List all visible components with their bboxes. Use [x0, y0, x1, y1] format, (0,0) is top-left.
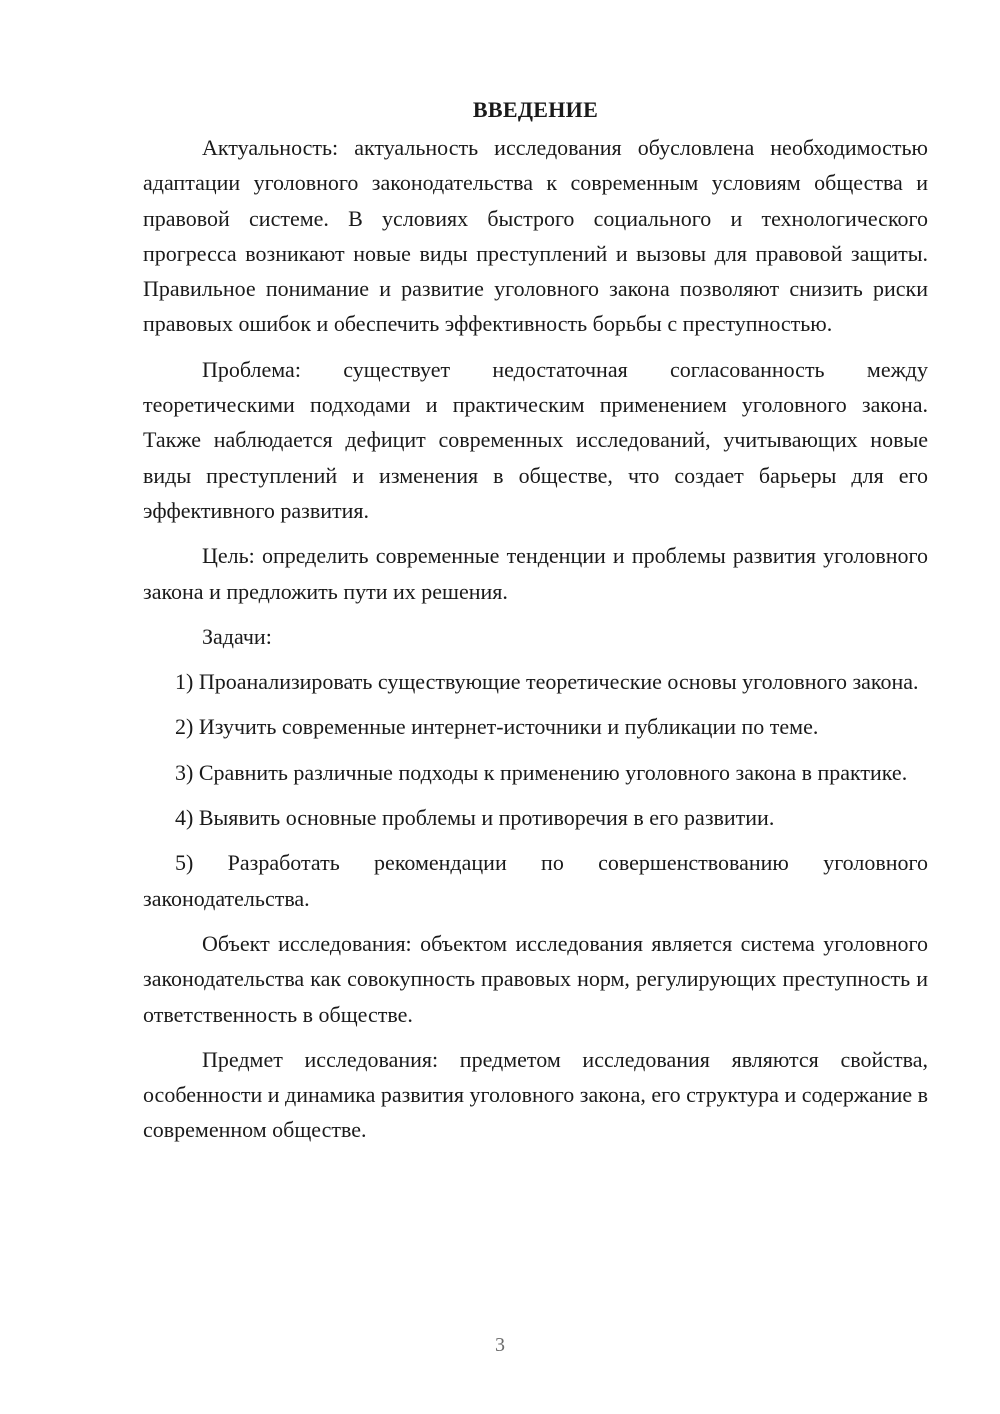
paragraph-goal: Цель: определить современные тенденции и проблемы развития уголовного закона и предложить пути их решения.: [143, 543, 928, 604]
task-item-1: 1) Проанализировать существующие теоретические основы уголовного закона.: [175, 669, 919, 695]
task-item-3: 3) Сравнить различные подходы к применению уголовного закона в практике.: [175, 759, 908, 785]
document-page: [143, 92, 928, 1148]
section-heading: ВВЕДЕНИЕ: [472, 97, 599, 122]
task-item-4: 4) Выявить основные проблемы и противоречия в его развитии.: [175, 805, 775, 831]
paragraph-subject: Предмет исследования: предметом исследования являются свойства, особенности и динамика развития уголовного закона, его структура и содержание в современном обществе.: [143, 1046, 928, 1143]
paragraph-problem: Проблема: существует недостаточная согласованность между теоретическими подходами и практическим применением уголовного закона. Также наблюдается дефицит современных исследований, учитывающих новые виды преступлений и изменения в обществе, что создает барьеры для его эффективного развития.: [143, 356, 928, 523]
page-number: 3: [495, 1334, 505, 1356]
tasks-label: Задачи:: [202, 623, 272, 649]
paragraph-relevance: Актуальность: актуальность исследования обусловлена необходимостью адаптации уголовного законодательства к современным условиям общества и правовой системе. В условиях быстрого социального и технологического прогресса возникают новые виды преступлений и вызовы для правовой защиты. Правильное понимание и развитие уголовного закона позволяют снизить риски правовых ошибок и обеспечить эффективность борьбы с преступностью.: [143, 135, 928, 337]
task-item-5: 5) Разработать рекомендации по совершенствованию уголовного законодательства.: [143, 850, 928, 911]
paragraph-object: Объект исследования: объектом исследования является система уголовного законодательства как совокупность правовых норм, регулирующих преступность и ответственность в обществе.: [143, 930, 928, 1027]
task-item-2: 2) Изучить современные интернет-источники и публикации по теме.: [175, 714, 819, 740]
